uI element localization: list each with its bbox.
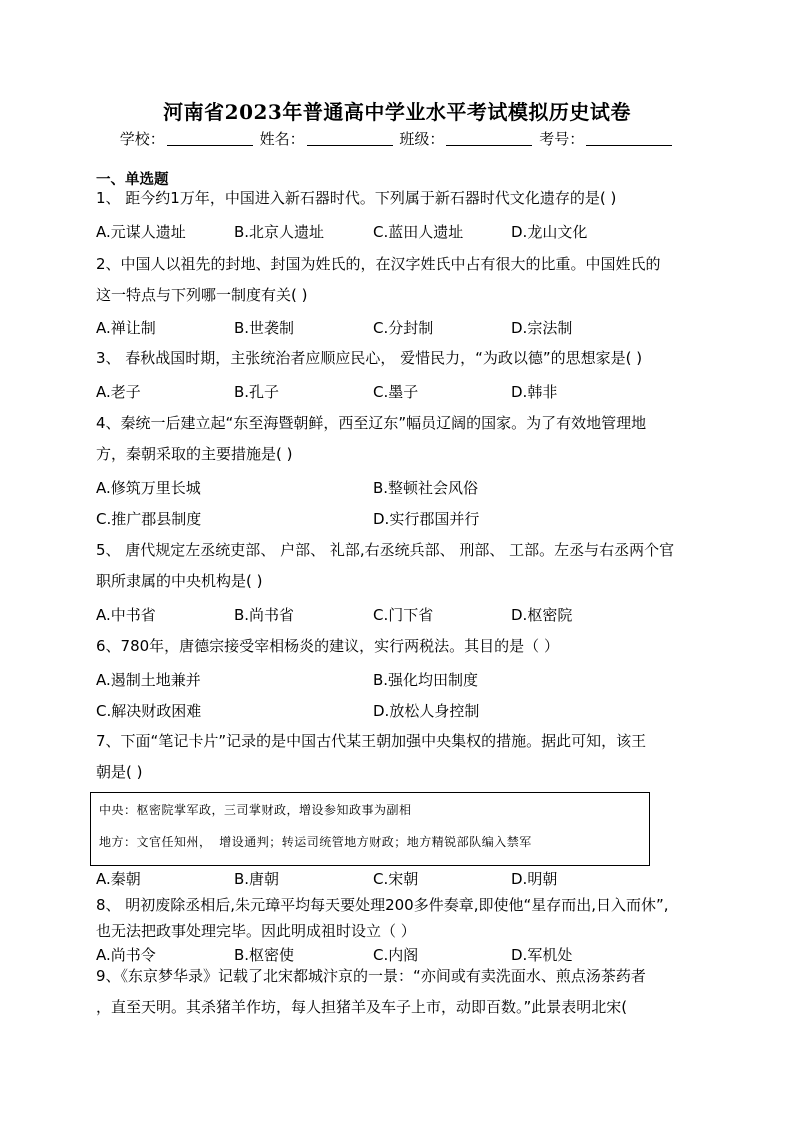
question-5-options bbox=[96, 604, 700, 628]
question-3-options bbox=[96, 381, 700, 405]
question-1 bbox=[96, 183, 700, 214]
question-text-line: 这一特点与下列哪一制度有关( ) bbox=[96, 286, 308, 304]
option-b[interactable]: B.枢密使 bbox=[234, 946, 295, 964]
name-blank[interactable] bbox=[307, 131, 393, 146]
question-text-line: ，直至天明。其杀猪羊作坊，每人担猪羊及车子上市，动即百数。”此景表明北宋( bbox=[96, 998, 628, 1016]
option-c[interactable]: C.分封制 bbox=[373, 319, 434, 337]
option-a[interactable]: A.元谋人遗址 bbox=[96, 223, 186, 241]
question-6-options-row2 bbox=[96, 700, 700, 724]
question-4-options-row2 bbox=[96, 508, 700, 532]
option-b[interactable]: B.唐朝 bbox=[234, 870, 280, 888]
question-text-line: 8、 明初废除丞相后,朱元璋平均每天要处理200多件奏章,即使他“星存而出,日入而休”, bbox=[96, 896, 669, 914]
option-d[interactable]: D.枢密院 bbox=[511, 606, 573, 624]
question-6 bbox=[96, 631, 700, 662]
option-b[interactable]: B.世袭制 bbox=[234, 319, 295, 337]
question-text-line: 方，秦朝采取的主要措施是( ) bbox=[96, 445, 293, 463]
page-title: 河南省2023年普通高中学业水平考试模拟历史试卷 bbox=[163, 100, 631, 124]
option-d[interactable]: D.龙山文化 bbox=[511, 223, 588, 241]
question-5 bbox=[96, 535, 700, 597]
option-c[interactable]: C.蓝田人遗址 bbox=[373, 223, 464, 241]
option-a[interactable]: A.修筑万里长城 bbox=[96, 479, 201, 497]
question-7 bbox=[96, 726, 700, 788]
question-text-line: 也无法把政事处理完毕。因此明成祖时设立（ ） bbox=[96, 922, 416, 940]
question-text-line: 4、秦统一后建立起“东至海暨朝鲜，西至辽东”幅员辽阔的国家。为了有效地管理地 bbox=[96, 414, 647, 432]
option-a[interactable]: A.禅让制 bbox=[96, 319, 156, 337]
option-a[interactable]: A.老子 bbox=[96, 383, 141, 401]
question-3 bbox=[96, 343, 700, 374]
question-text-line: 9、《东京梦华录》记载了北宋都城汴京的一景：“亦间或有卖洗面水、煎点汤茶药者 bbox=[96, 967, 646, 985]
question-text-line: 3、 春秋战国时期，主张统治者应顺应民心， 爱惜民力，“为政以德”的思想家是( ) bbox=[96, 349, 643, 367]
question-text-line: 职所隶属的中央机构是( ) bbox=[96, 572, 263, 590]
question-4-options-row1 bbox=[96, 477, 700, 501]
question-2 bbox=[96, 249, 700, 311]
option-c[interactable]: C.宋朝 bbox=[373, 870, 419, 888]
option-b[interactable]: B.北京人遗址 bbox=[234, 223, 325, 241]
question-6-options-row1 bbox=[96, 669, 700, 693]
question-text-line: 1、 距今约1万年，中国进入新石器时代。下列属于新石器时代文化遗存的是( ) bbox=[96, 189, 617, 207]
option-a[interactable]: A.中书省 bbox=[96, 606, 156, 624]
option-b[interactable]: B.强化均田制度 bbox=[373, 671, 479, 689]
name-label: 姓名： bbox=[259, 130, 305, 148]
option-d[interactable]: D.明朝 bbox=[511, 870, 558, 888]
student-info-row bbox=[0, 128, 794, 149]
note-card-line-central: 中央：枢密院掌军政，三司掌财政，增设参知政事为副相 bbox=[99, 803, 412, 817]
school-label: 学校： bbox=[119, 130, 165, 148]
question-text-line: 朝是( ) bbox=[96, 763, 143, 781]
option-c[interactable]: C.门下省 bbox=[373, 606, 434, 624]
class-label: 班级： bbox=[399, 130, 445, 148]
question-4 bbox=[96, 408, 700, 470]
option-c[interactable]: C.内阁 bbox=[373, 946, 419, 964]
question-7-options bbox=[96, 868, 700, 892]
option-c[interactable]: C.推广郡县制度 bbox=[96, 510, 202, 528]
question-2-options bbox=[96, 317, 700, 341]
question-9 bbox=[96, 961, 700, 1023]
question-8 bbox=[96, 892, 700, 944]
option-c[interactable]: C.解决财政困难 bbox=[96, 702, 202, 720]
option-d[interactable]: D.宗法制 bbox=[511, 319, 573, 337]
note-card bbox=[90, 792, 650, 866]
question-text-line: 5、 唐代规定左丞统吏部、 户部、 礼部,右丞统兵部、 刑部、 工部。左丞与右丞两个官 bbox=[96, 541, 675, 559]
question-text-line: 2、中国人以祖先的封地、封国为姓氏的，在汉字姓氏中占有很大的比重。中国姓氏的 bbox=[96, 255, 661, 273]
question-text-line: 6、780年，唐德宗接受宰相杨炎的建议，实行两税法。其目的是（ ） bbox=[96, 637, 559, 655]
class-blank[interactable] bbox=[446, 131, 532, 146]
question-1-options bbox=[96, 221, 700, 245]
option-b[interactable]: B.尚书省 bbox=[234, 606, 295, 624]
option-b[interactable]: B.孔子 bbox=[234, 383, 280, 401]
option-d[interactable]: D.军机处 bbox=[511, 946, 573, 964]
school-blank[interactable] bbox=[167, 131, 253, 146]
option-a[interactable]: A.秦朝 bbox=[96, 870, 141, 888]
option-d[interactable]: D.实行郡国并行 bbox=[373, 510, 480, 528]
option-d[interactable]: D.放松人身控制 bbox=[373, 702, 480, 720]
option-d[interactable]: D.韩非 bbox=[511, 383, 558, 401]
option-c[interactable]: C.墨子 bbox=[373, 383, 419, 401]
section-heading: 一、单选题 bbox=[96, 172, 169, 188]
option-b[interactable]: B.整顿社会风俗 bbox=[373, 479, 479, 497]
number-label: 考号： bbox=[539, 130, 585, 148]
note-card-line-local: 地方：文官任知州， 增设通判；转运司统管地方财政；地方精锐部队编入禁军 bbox=[99, 835, 532, 849]
option-a[interactable]: A.遏制土地兼并 bbox=[96, 671, 201, 689]
option-a[interactable]: A.尚书令 bbox=[96, 946, 156, 964]
question-text-line: 7、下面“笔记卡片”记录的是中国古代某王朝加强中央集权的措施。据此可知，该王 bbox=[96, 732, 647, 750]
number-blank[interactable] bbox=[586, 131, 672, 146]
